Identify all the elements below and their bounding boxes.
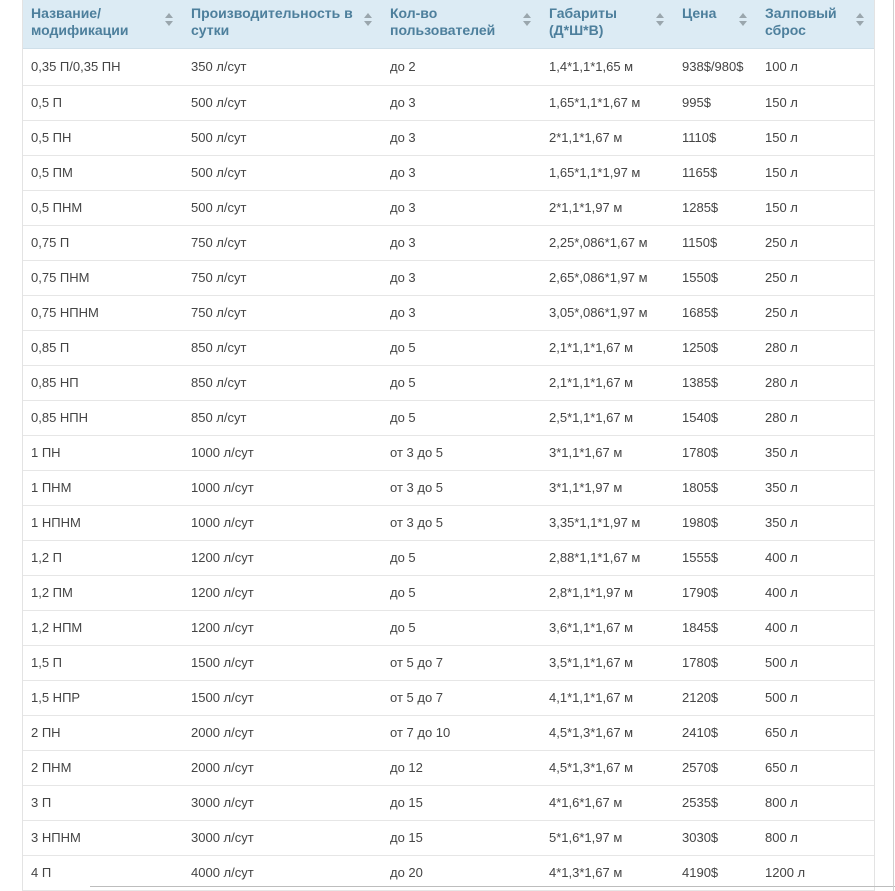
table-cell-productivity: 500 л/сут <box>183 85 382 120</box>
table-cell-name: 1,2 ПМ <box>23 575 183 610</box>
table-cell-name: 1 ПНМ <box>23 470 183 505</box>
table-cell-price: 995$ <box>674 85 757 120</box>
table-cell-name: 0,5 П <box>23 85 183 120</box>
table-cell-name: 0,85 НПН <box>23 400 183 435</box>
column-header-label: Производительность в <box>191 5 353 21</box>
septic-models-table <box>23 0 874 891</box>
table-cell-name: 1,2 П <box>23 540 183 575</box>
table-cell-productivity: 3000 л/сут <box>183 785 382 820</box>
table-cell-discharge: 150 л <box>757 120 874 155</box>
table-cell-dimensions: 2*1,1*1,97 м <box>541 190 674 225</box>
table-cell-price: 1805$ <box>674 470 757 505</box>
table-cell-name: 2 ПН <box>23 715 183 750</box>
table-cell-price: 1550$ <box>674 260 757 295</box>
table-row <box>23 715 874 750</box>
table-cell-dimensions: 5*1,6*1,97 м <box>541 820 674 855</box>
table-cell-productivity: 1000 л/сут <box>183 505 382 540</box>
table-cell-users: от 3 до 5 <box>382 470 541 505</box>
table-cell-price: 1110$ <box>674 120 757 155</box>
sort-arrows-icon[interactable] <box>523 13 531 27</box>
table-cell-name: 1,5 НПР <box>23 680 183 715</box>
column-header-label: Цена <box>682 5 717 21</box>
table-cell-price: 1555$ <box>674 540 757 575</box>
table-cell-productivity: 850 л/сут <box>183 400 382 435</box>
table-cell-dimensions: 3,05*,086*1,97 м <box>541 295 674 330</box>
table-cell-dimensions: 2,5*1,1*1,67 м <box>541 400 674 435</box>
table-cell-price: 1165$ <box>674 155 757 190</box>
table-cell-users: до 20 <box>382 855 541 890</box>
table-row <box>23 330 874 365</box>
table-cell-productivity: 4000 л/сут <box>183 855 382 890</box>
table-cell-users: до 3 <box>382 295 541 330</box>
column-header-users[interactable] <box>382 0 541 48</box>
table-row <box>23 155 874 190</box>
table-cell-dimensions: 4,5*1,3*1,67 м <box>541 750 674 785</box>
table-cell-productivity: 1000 л/сут <box>183 435 382 470</box>
table-cell-users: до 5 <box>382 400 541 435</box>
table-cell-name: 1,5 П <box>23 645 183 680</box>
table-cell-discharge: 500 л <box>757 680 874 715</box>
table-row <box>23 505 874 540</box>
table-cell-price: 2535$ <box>674 785 757 820</box>
table-row <box>23 575 874 610</box>
table-row <box>23 820 874 855</box>
column-header-price[interactable] <box>674 0 757 48</box>
table-cell-productivity: 500 л/сут <box>183 155 382 190</box>
table-cell-discharge: 1200 л <box>757 855 874 890</box>
table-cell-productivity: 2000 л/сут <box>183 750 382 785</box>
table-cell-dimensions: 1,4*1,1*1,65 м <box>541 48 674 85</box>
table-cell-productivity: 750 л/сут <box>183 295 382 330</box>
table-cell-users: до 3 <box>382 260 541 295</box>
table-cell-discharge: 800 л <box>757 820 874 855</box>
table-cell-users: до 5 <box>382 540 541 575</box>
table-cell-price: 1780$ <box>674 645 757 680</box>
table-cell-dimensions: 4,1*1,1*1,67 м <box>541 680 674 715</box>
table-cell-users: до 12 <box>382 750 541 785</box>
table-cell-name: 1 НПНМ <box>23 505 183 540</box>
table-cell-discharge: 280 л <box>757 400 874 435</box>
column-header-label: Габариты <box>549 5 617 21</box>
table-row <box>23 610 874 645</box>
table-cell-productivity: 850 л/сут <box>183 365 382 400</box>
table-cell-dimensions: 2,1*1,1*1,67 м <box>541 330 674 365</box>
table-cell-name: 0,85 НП <box>23 365 183 400</box>
table-cell-users: до 3 <box>382 155 541 190</box>
table-cell-users: до 15 <box>382 820 541 855</box>
table-row <box>23 750 874 785</box>
table-cell-name: 0,75 НПНМ <box>23 295 183 330</box>
table-cell-name: 1 ПН <box>23 435 183 470</box>
table-cell-dimensions: 4*1,6*1,67 м <box>541 785 674 820</box>
table-cell-productivity: 850 л/сут <box>183 330 382 365</box>
table-cell-dimensions: 3,35*1,1*1,97 м <box>541 505 674 540</box>
table-cell-discharge: 150 л <box>757 85 874 120</box>
table-row <box>23 190 874 225</box>
table-cell-discharge: 150 л <box>757 155 874 190</box>
table-cell-discharge: 400 л <box>757 610 874 645</box>
table-cell-discharge: 250 л <box>757 225 874 260</box>
column-header-label-line2: сброс <box>765 22 806 38</box>
table-cell-price: 3030$ <box>674 820 757 855</box>
table-cell-productivity: 750 л/сут <box>183 225 382 260</box>
table-cell-productivity: 1200 л/сут <box>183 575 382 610</box>
table-cell-dimensions: 1,65*1,1*1,67 м <box>541 85 674 120</box>
sort-arrows-icon[interactable] <box>739 13 747 27</box>
column-header-label-line2: модификации <box>31 22 129 38</box>
table-cell-discharge: 400 л <box>757 540 874 575</box>
table-cell-name: 0,75 ПНМ <box>23 260 183 295</box>
column-header-label-line2: (Д*Ш*В) <box>549 22 604 38</box>
column-header-label: Залповый <box>765 5 837 21</box>
table-cell-discharge: 650 л <box>757 750 874 785</box>
table-cell-name: 2 ПНМ <box>23 750 183 785</box>
table-cell-users: от 5 до 7 <box>382 645 541 680</box>
table-cell-dimensions: 3*1,1*1,67 м <box>541 435 674 470</box>
table-cell-dimensions: 4*1,3*1,67 м <box>541 855 674 890</box>
table-cell-discharge: 400 л <box>757 575 874 610</box>
table-cell-users: до 3 <box>382 225 541 260</box>
table-cell-dimensions: 1,65*1,1*1,97 м <box>541 155 674 190</box>
table-row <box>23 120 874 155</box>
table-cell-price: 1780$ <box>674 435 757 470</box>
table-cell-discharge: 280 л <box>757 330 874 365</box>
table-cell-productivity: 1000 л/сут <box>183 470 382 505</box>
table-cell-price: 2410$ <box>674 715 757 750</box>
table-cell-price: 1385$ <box>674 365 757 400</box>
table-cell-users: до 5 <box>382 365 541 400</box>
table-cell-discharge: 150 л <box>757 190 874 225</box>
table-row <box>23 540 874 575</box>
table-body <box>23 48 874 890</box>
table-cell-productivity: 1500 л/сут <box>183 645 382 680</box>
sort-arrows-icon[interactable] <box>656 13 664 27</box>
table-cell-price: 1685$ <box>674 295 757 330</box>
table-cell-name: 3 НПНМ <box>23 820 183 855</box>
table-cell-discharge: 800 л <box>757 785 874 820</box>
table-cell-productivity: 3000 л/сут <box>183 820 382 855</box>
table-cell-price: 2570$ <box>674 750 757 785</box>
table-cell-discharge: 250 л <box>757 260 874 295</box>
table-cell-name: 0,5 ПМ <box>23 155 183 190</box>
table-cell-users: до 15 <box>382 785 541 820</box>
table-cell-discharge: 500 л <box>757 645 874 680</box>
table-cell-discharge: 280 л <box>757 365 874 400</box>
table-row <box>23 785 874 820</box>
table-cell-dimensions: 2*1,1*1,67 м <box>541 120 674 155</box>
table-cell-users: до 5 <box>382 610 541 645</box>
table-row <box>23 645 874 680</box>
table-cell-users: от 3 до 5 <box>382 435 541 470</box>
right-edge-line <box>893 0 894 891</box>
table-cell-users: от 7 до 10 <box>382 715 541 750</box>
table-row <box>23 225 874 260</box>
table-cell-users: до 5 <box>382 330 541 365</box>
sort-arrows-icon[interactable] <box>165 13 173 27</box>
sort-arrows-icon[interactable] <box>364 13 372 27</box>
table-cell-discharge: 350 л <box>757 505 874 540</box>
table-row <box>23 855 874 890</box>
table-row <box>23 260 874 295</box>
table-cell-dimensions: 2,1*1,1*1,67 м <box>541 365 674 400</box>
table-cell-productivity: 1200 л/сут <box>183 540 382 575</box>
table-cell-price: 4190$ <box>674 855 757 890</box>
table-cell-price: 1790$ <box>674 575 757 610</box>
bottom-divider <box>90 886 895 887</box>
table-row <box>23 48 874 85</box>
table-cell-productivity: 750 л/сут <box>183 260 382 295</box>
table-cell-discharge: 100 л <box>757 48 874 85</box>
table-cell-name: 4 П <box>23 855 183 890</box>
table-cell-price: 2120$ <box>674 680 757 715</box>
table-cell-dimensions: 3,6*1,1*1,67 м <box>541 610 674 645</box>
column-header-name[interactable] <box>23 0 183 48</box>
table-cell-price: 1250$ <box>674 330 757 365</box>
table-row <box>23 365 874 400</box>
table-row <box>23 470 874 505</box>
header-row <box>23 0 874 48</box>
table-row <box>23 85 874 120</box>
table-cell-price: 1980$ <box>674 505 757 540</box>
table-cell-users: до 2 <box>382 48 541 85</box>
table-cell-productivity: 1500 л/сут <box>183 680 382 715</box>
table-row <box>23 435 874 470</box>
table-cell-productivity: 500 л/сут <box>183 190 382 225</box>
column-header-label-line2: сутки <box>191 22 230 38</box>
table-cell-price: 1540$ <box>674 400 757 435</box>
column-header-label: Кол-во <box>390 5 438 21</box>
sort-arrows-icon[interactable] <box>856 13 864 27</box>
table-cell-dimensions: 4,5*1,3*1,67 м <box>541 715 674 750</box>
table-cell-name: 3 П <box>23 785 183 820</box>
table-cell-price: 1285$ <box>674 190 757 225</box>
table-cell-discharge: 250 л <box>757 295 874 330</box>
table-cell-price: 1845$ <box>674 610 757 645</box>
table-cell-users: от 3 до 5 <box>382 505 541 540</box>
table-cell-dimensions: 3,5*1,1*1,67 м <box>541 645 674 680</box>
table-cell-dimensions: 2,65*,086*1,97 м <box>541 260 674 295</box>
table-cell-discharge: 350 л <box>757 470 874 505</box>
table-cell-dimensions: 2,88*1,1*1,67 м <box>541 540 674 575</box>
table-cell-name: 0,5 ПНМ <box>23 190 183 225</box>
table-container <box>22 0 875 891</box>
table-cell-name: 1,2 НПМ <box>23 610 183 645</box>
table-cell-dimensions: 3*1,1*1,97 м <box>541 470 674 505</box>
table-cell-discharge: 350 л <box>757 435 874 470</box>
table-cell-name: 0,75 П <box>23 225 183 260</box>
table-cell-dimensions: 2,8*1,1*1,97 м <box>541 575 674 610</box>
column-header-dimensions[interactable] <box>541 0 674 48</box>
table-cell-users: от 5 до 7 <box>382 680 541 715</box>
table-cell-price: 938$/980$ <box>674 48 757 85</box>
table-cell-name: 0,85 П <box>23 330 183 365</box>
table-cell-users: до 3 <box>382 120 541 155</box>
table-cell-dimensions: 2,25*,086*1,67 м <box>541 225 674 260</box>
column-header-label: Название/ <box>31 5 101 21</box>
table-cell-productivity: 350 л/сут <box>183 48 382 85</box>
table-cell-price: 1150$ <box>674 225 757 260</box>
table-cell-productivity: 2000 л/сут <box>183 715 382 750</box>
table-row <box>23 680 874 715</box>
column-header-discharge[interactable] <box>757 0 874 48</box>
table-cell-users: до 5 <box>382 575 541 610</box>
table-cell-name: 0,5 ПН <box>23 120 183 155</box>
table-cell-discharge: 650 л <box>757 715 874 750</box>
column-header-productivity[interactable] <box>183 0 382 48</box>
table-cell-name: 0,35 П/0,35 ПН <box>23 48 183 85</box>
table-cell-productivity: 1200 л/сут <box>183 610 382 645</box>
table-header <box>23 0 874 48</box>
table-cell-productivity: 500 л/сут <box>183 120 382 155</box>
column-header-label-line2: пользователей <box>390 22 496 38</box>
table-cell-users: до 3 <box>382 85 541 120</box>
table-row <box>23 295 874 330</box>
table-row <box>23 400 874 435</box>
table-cell-users: до 3 <box>382 190 541 225</box>
